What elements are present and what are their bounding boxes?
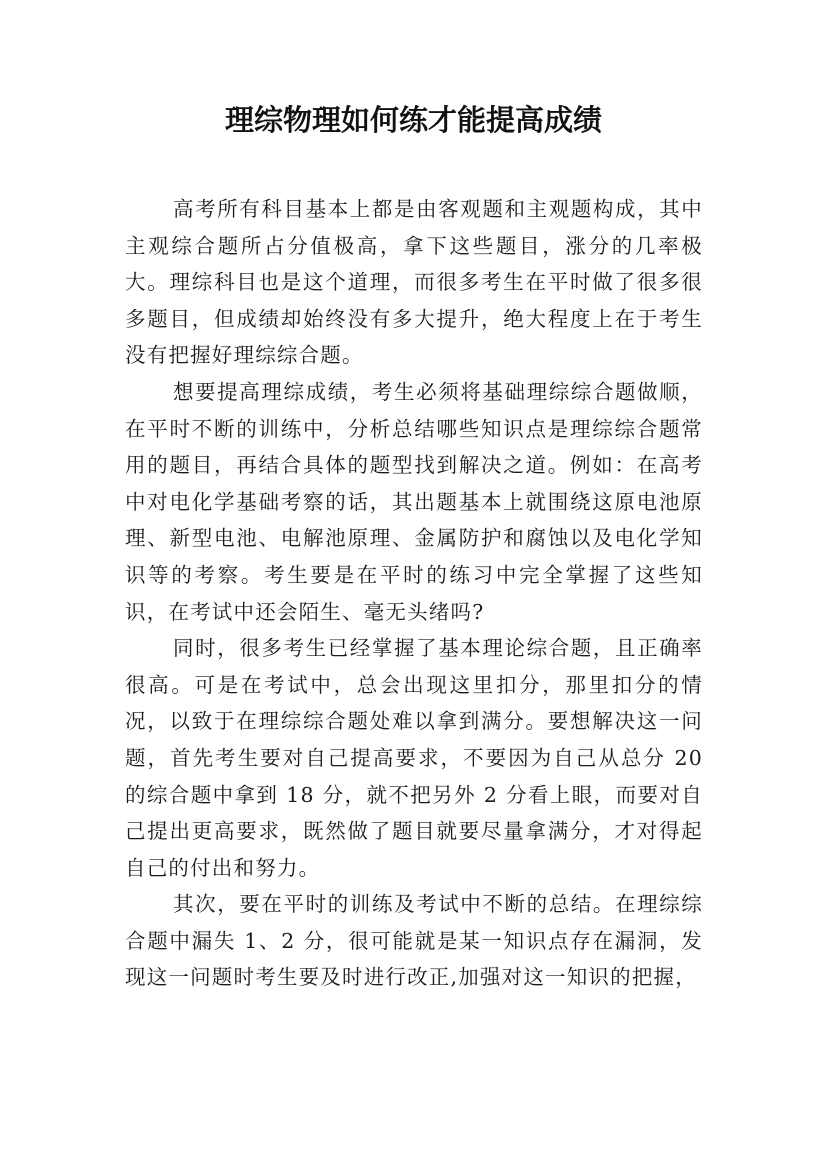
paragraph-3: 同时，很多考生已经掌握了基本理论综合题，且正确率很高。可是在考试中，总会出现这里扣分，那里扣分的情况，以致于在理综综合题处难以拿到满分。要想解决这一问题，首先考生要对自己提高要求，不要因为自己从总分 20 的综合题中拿到 18 分，就不把另外 2 分看上眼，而要对自己提出更高要求，既然做了题目就要尽量拿满分，才对得起自己的付出和努力。: [125, 636, 703, 880]
document-body: [125, 191, 703, 996]
document-title: 理综物理如何练才能提高成绩: [224, 103, 602, 137]
paragraph-2: 想要提高理综成绩，考生必须将基础理综综合题做顺，在平时不断的训练中，分析总结哪些知识点是理综综合题常用的题目，再结合具体的题型找到解决之道。例如：在高考中对电化学基础考察的话，其出题基本上就围绕这原电池原理、新型电池、电解池原理、金属防护和腐蚀以及电化学知识等的考察。考生要是在平时的练习中完全掌握了这些知识，在考试中还会陌生、毫无头绪吗?: [125, 379, 703, 624]
paragraph-1: 高考所有科目基本上都是由客观题和主观题构成，其中主观综合题所占分值极高，拿下这些题目，涨分的几率极大。理综科目也是这个道理，而很多考生在平时做了很多很多题目，但成绩却始终没有多大提升，绝大程度上在于考生没有把握好理综综合题。: [125, 197, 703, 368]
paragraph-4: 其次，要在平时的训练及考试中不断的总结。在理综综合题中漏失 1、2 分，很可能就是某一知识点存在漏洞，发现这一问题时考生要及时进行改正,加强对这一知识的把握，: [125, 892, 703, 990]
